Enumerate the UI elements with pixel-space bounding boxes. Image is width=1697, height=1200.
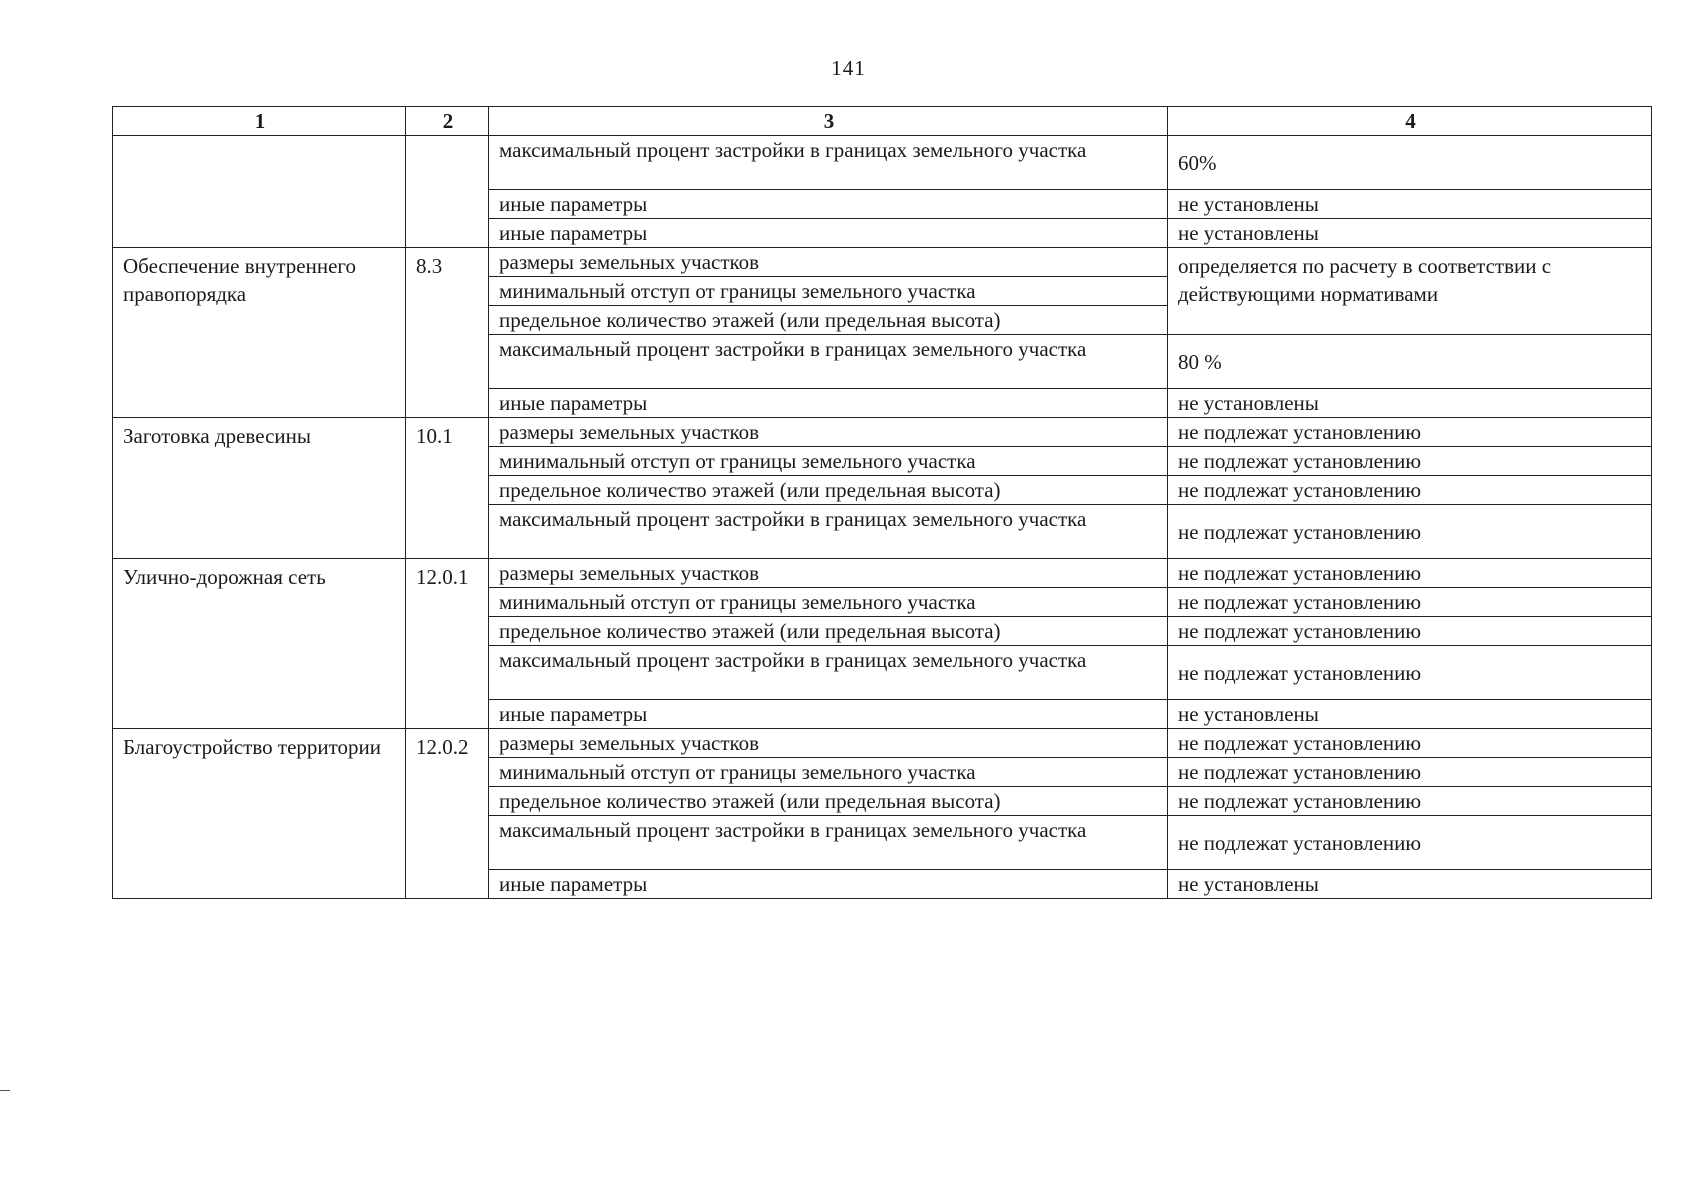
value-cell: не подлежат установлению <box>1168 787 1652 816</box>
value-cell: не подлежат установлению <box>1168 816 1652 870</box>
value-cell: 60% <box>1168 136 1652 190</box>
param-cell: размеры земельных участков <box>489 729 1168 758</box>
header-col-1: 1 <box>113 107 406 136</box>
param-cell: размеры земельных участков <box>489 418 1168 447</box>
scan-margin-mark <box>0 1090 10 1091</box>
param-cell: максимальный процент застройки в границах земельного участка <box>489 646 1168 700</box>
table-row <box>113 248 1652 277</box>
value-cell: не установлены <box>1168 700 1652 729</box>
header-col-2: 2 <box>406 107 489 136</box>
table-row <box>113 136 1652 190</box>
value-cell: не установлены <box>1168 219 1652 248</box>
param-cell: минимальный отступ от границы земельного участка <box>489 277 1168 306</box>
group-code: 12.0.2 <box>406 729 489 899</box>
value-cell: не подлежат установлению <box>1168 588 1652 617</box>
value-cell: не установлены <box>1168 389 1652 418</box>
param-cell: иные параметры <box>489 870 1168 899</box>
value-cell-merged: определяется по расчету в соответствии с действующими нормативами <box>1168 248 1652 335</box>
header-row <box>113 107 1652 136</box>
header-col-3: 3 <box>489 107 1168 136</box>
param-cell: размеры земельных участков <box>489 559 1168 588</box>
table-row <box>113 559 1652 588</box>
param-cell: предельное количество этажей (или предельная высота) <box>489 617 1168 646</box>
param-cell: максимальный процент застройки в границах земельного участка <box>489 816 1168 870</box>
param-cell: предельное количество этажей (или предельная высота) <box>489 306 1168 335</box>
value-cell: не подлежат установлению <box>1168 758 1652 787</box>
zoning-parameters-table <box>112 106 1652 899</box>
value-cell: не подлежат установлению <box>1168 418 1652 447</box>
group-code: 8.3 <box>406 248 489 418</box>
page-number: 141 <box>831 56 866 80</box>
value-cell: не подлежат установлению <box>1168 447 1652 476</box>
group-name: Благоустройство территории <box>113 729 406 899</box>
group-name: Заготовка древесины <box>113 418 406 559</box>
group-name: Обеспечение внутреннего правопорядка <box>113 248 406 418</box>
group-name <box>113 136 406 248</box>
value-cell: не подлежат установлению <box>1168 505 1652 559</box>
param-cell: предельное количество этажей (или предельная высота) <box>489 476 1168 505</box>
param-cell: иные параметры <box>489 190 1168 219</box>
group-name: Улично-дорожная сеть <box>113 559 406 729</box>
value-cell: 80 % <box>1168 335 1652 389</box>
header-col-4: 4 <box>1168 107 1652 136</box>
param-cell: минимальный отступ от границы земельного участка <box>489 758 1168 787</box>
param-cell: иные параметры <box>489 219 1168 248</box>
group-code: 10.1 <box>406 418 489 559</box>
value-cell: не подлежат установлению <box>1168 476 1652 505</box>
table-row <box>113 418 1652 447</box>
param-cell: размеры земельных участков <box>489 248 1168 277</box>
value-cell: не подлежат установлению <box>1168 617 1652 646</box>
value-cell: не подлежат установлению <box>1168 559 1652 588</box>
param-cell: предельное количество этажей (или предельная высота) <box>489 787 1168 816</box>
group-code <box>406 136 489 248</box>
value-cell: не установлены <box>1168 190 1652 219</box>
value-cell: не подлежат установлению <box>1168 646 1652 700</box>
table-row <box>113 729 1652 758</box>
param-cell: максимальный процент застройки в границах земельного участка <box>489 505 1168 559</box>
value-cell: не установлены <box>1168 870 1652 899</box>
param-cell: иные параметры <box>489 700 1168 729</box>
param-cell: минимальный отступ от границы земельного участка <box>489 447 1168 476</box>
param-cell: максимальный процент застройки в границах земельного участка <box>489 335 1168 389</box>
param-cell: минимальный отступ от границы земельного участка <box>489 588 1168 617</box>
value-cell: не подлежат установлению <box>1168 729 1652 758</box>
param-cell: максимальный процент застройки в границах земельного участка <box>489 136 1168 190</box>
param-cell: иные параметры <box>489 389 1168 418</box>
group-code: 12.0.1 <box>406 559 489 729</box>
